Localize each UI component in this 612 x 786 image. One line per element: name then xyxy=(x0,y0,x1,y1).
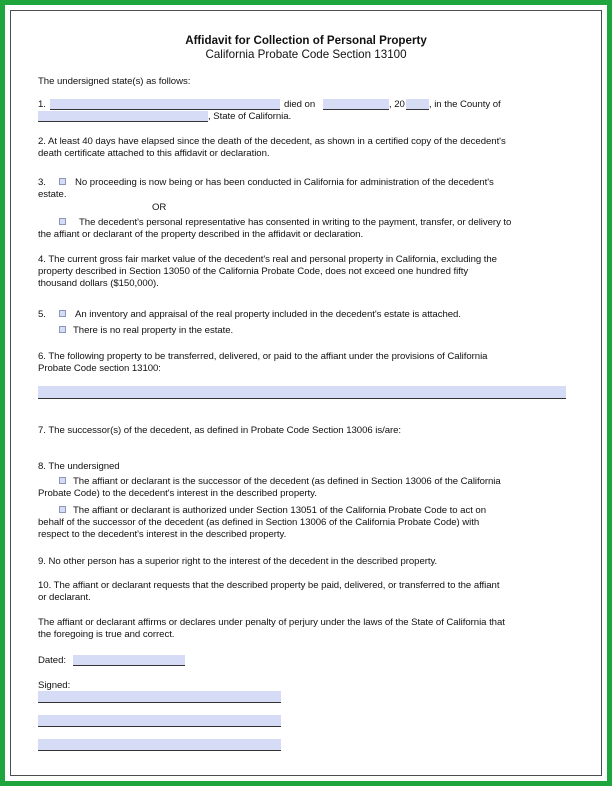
item4-line1: 4. The current gross fair market value of the decedent's real and personal property in California, excluding the xyxy=(38,254,497,265)
signature-field-2[interactable] xyxy=(38,715,281,727)
item8-heading: 8. The undersigned xyxy=(38,461,120,472)
item8-option1-line2: Probate Code) to the decedent's interest in the described property. xyxy=(38,488,317,499)
item2-line1: 2. At least 40 days have elapsed since the death of the decedent, as shown in a certified copy of the decedent's xyxy=(38,136,506,147)
perjury-line1: The affiant or declarant affirms or declares under penalty of perjury under the laws of the State of California that xyxy=(38,617,505,628)
document-title: Affidavit for Collection of Personal Property xyxy=(185,34,427,47)
item1-year-prefix: , 20 xyxy=(389,99,405,110)
item3-option2-line2: the affiant or declarant of the property described in the affidavit or declaration. xyxy=(38,229,364,240)
item3-option1-checkbox[interactable] xyxy=(59,178,66,185)
item8-option2-checkbox[interactable] xyxy=(59,506,66,513)
item8-option1-checkbox[interactable] xyxy=(59,477,66,484)
item5-option2-text: There is no real property in the estate. xyxy=(73,325,234,336)
county-field[interactable] xyxy=(38,111,208,122)
item3-option2-line1: The decedent's personal representative has consented in writing to the payment, transfer, or delivery to xyxy=(79,217,512,228)
item5-option1-text: An inventory and appraisal of the real property included in the decedent's estate is attached. xyxy=(75,309,461,320)
item1-state-label: , State of California. xyxy=(208,111,292,122)
perjury-line2: the foregoing is true and correct. xyxy=(38,629,175,640)
intro-text: The undersigned state(s) as follows: xyxy=(38,76,191,87)
item3-option1-line1: No proceeding is now being or has been conducted in California for administration of the decedent's xyxy=(75,177,494,188)
item4-line2: property described in Section 13050 of the California Probate Code, does not exceed one hundred fifty xyxy=(38,266,469,277)
item5-option1-checkbox[interactable] xyxy=(59,310,66,317)
item4-line3: thousand dollars ($150,000). xyxy=(38,278,159,289)
item1-number: 1. xyxy=(38,99,46,110)
death-date-field[interactable] xyxy=(323,99,389,110)
item3-option2-checkbox[interactable] xyxy=(59,218,66,225)
item10-line2: or declarant. xyxy=(38,592,91,603)
item5-option2-checkbox[interactable] xyxy=(59,326,66,333)
item8-option1-line1: The affiant or declarant is the successor of the decedent (as defined in Section 13006 of the California xyxy=(73,476,501,487)
item5-number: 5. xyxy=(38,309,46,320)
item3-or-separator: OR xyxy=(152,202,167,213)
signed-label: Signed: xyxy=(38,680,71,691)
item6-line1: 6. The following property to be transferred, delivered, or paid to the affiant under the provisions of California xyxy=(38,351,488,362)
item8-option2-line3: respect to the decedent's interest in the described property. xyxy=(38,529,287,540)
decedent-name-field[interactable] xyxy=(50,99,280,110)
item3-option1-line2: estate. xyxy=(38,189,67,200)
signature-field-1[interactable] xyxy=(38,691,281,703)
document-subtitle: California Probate Code Section 13100 xyxy=(205,48,407,61)
property-description-field[interactable] xyxy=(38,386,566,399)
item8-option2-line1: The affiant or declarant is authorized under Section 13051 of the California Probate Code to act on xyxy=(73,505,487,516)
item10-line1: 10. The affiant or declarant requests that the described property be paid, delivered, or transferred to the affiant xyxy=(38,580,500,591)
item8-option2-line2: behalf of the successor of the decedent (as defined in Section 13006 of the California Probate Code) with xyxy=(38,517,480,528)
dated-label: Dated: xyxy=(38,655,66,666)
item9-text: 9. No other person has a superior right to the interest of the decedent in the described property. xyxy=(38,556,438,567)
item6-line2: Probate Code section 13100: xyxy=(38,363,161,374)
item7-text: 7. The successor(s) of the decedent, as defined in Probate Code Section 13006 is/are: xyxy=(38,425,402,436)
item1-died-on-label: died on xyxy=(284,99,316,110)
item3-number: 3. xyxy=(38,177,46,188)
item2-line2: death certificate attached to this affidavit or declaration. xyxy=(38,148,270,159)
item1-county-label: , in the County of xyxy=(429,99,501,110)
dated-field[interactable] xyxy=(73,655,185,666)
death-year-field[interactable] xyxy=(406,99,429,110)
signature-field-3[interactable] xyxy=(38,739,281,751)
